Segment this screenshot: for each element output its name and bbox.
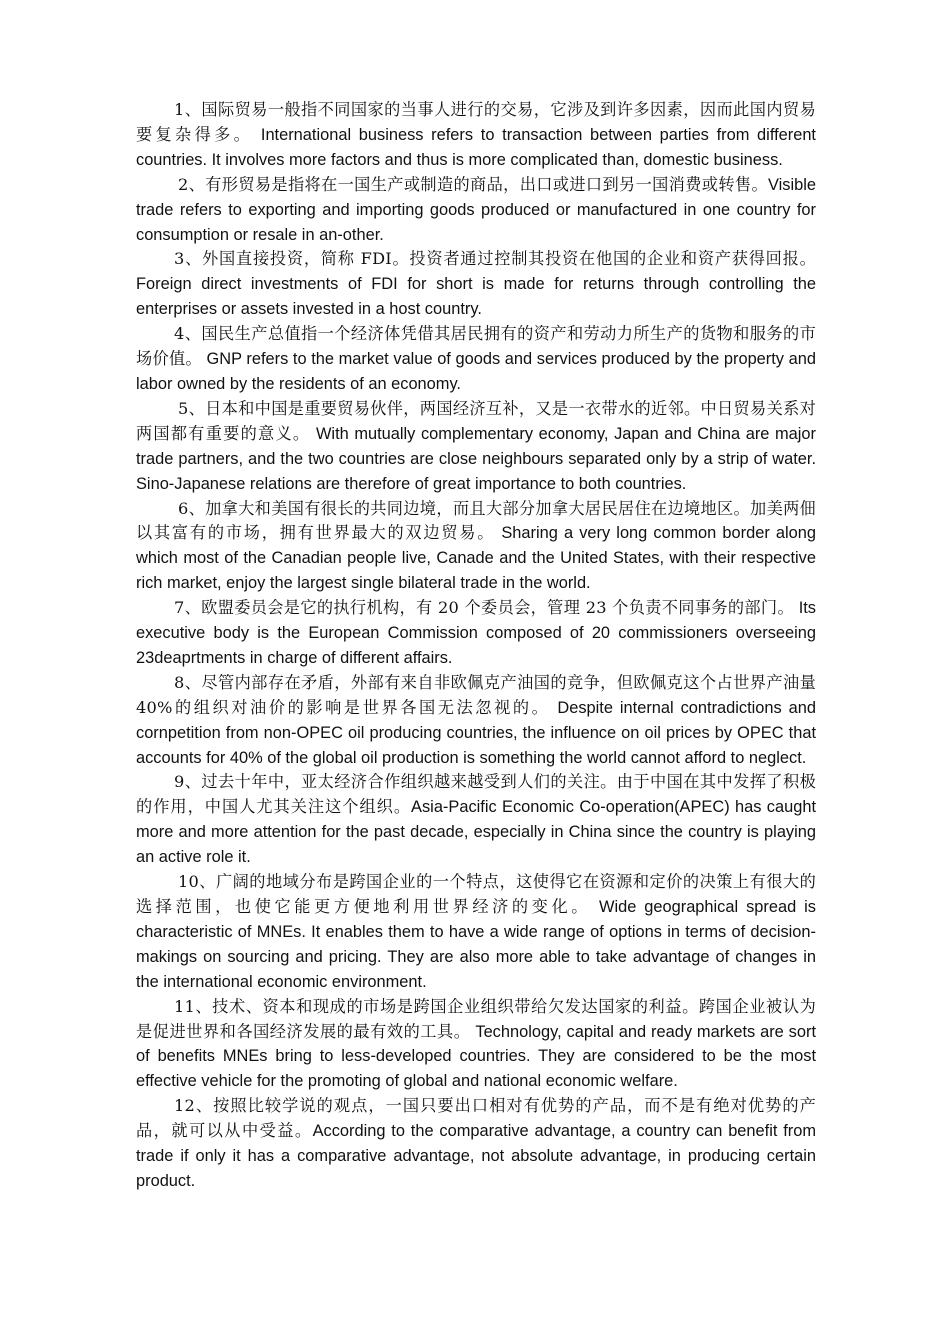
- paragraph-1-chinese: 1、国际贸易一般指不同国家的当事人进行的交易，它涉及到许多因素，因而此国内贸易要复杂得多。: [136, 100, 816, 144]
- paragraph-3: [136, 247, 816, 322]
- paragraph-4-chinese: 4、国民生产总值指一个经济体凭借其居民拥有的资产和劳动力所生产的货物和服务的市场价值。: [136, 324, 816, 369]
- paragraph-6-chinese: 6、加拿大和美国有很长的共同边境，而且大部分加拿大居民居住在边境地区。加美两佃以其富有的市场，拥有世界最大的双边贸易。: [136, 498, 816, 543]
- paragraph-7-english: Its executive body is the European Commission composed of 20 commissioners overseeing 23deaprtments in charge of different affairs.: [136, 599, 816, 667]
- paragraph-5: [136, 397, 816, 497]
- paragraph-11-chinese: 11、技术、资本和现成的市场是跨国企业组织带给欠发达国家的利益。跨国企业被认为是促进世界和各国经济发展的最有效的工具。: [136, 996, 816, 1041]
- paragraph-2-chinese: 2、有形贸易是指将在一国生产或制造的商品，出口或进口到另一国消费或转售。: [178, 174, 768, 194]
- paragraph-4: [136, 322, 816, 397]
- paragraph-2: [136, 173, 816, 248]
- paragraph-11-english: Technology, capital and ready markets are sort of benefits MNEs bring to less-developed countries. They are considered to be the most effective vehicle for the promoting of global and national economic welfare.: [136, 1022, 816, 1091]
- paragraph-10-chinese: 10、广阔的地域分布是跨国企业的一个特点，这使得它在资源和定价的决策上有很大的选择范围，也使它能更方便地利用世界经济的变化。: [136, 872, 816, 916]
- paragraph-12-english: According to the comparative advantage, a country can benefit from trade if only it has a comparative advantage, not absolute advantage, in producing certain product.: [136, 1122, 817, 1190]
- paragraph-2-english: Visible trade refers to exporting and importing goods produced or manufactured in one country for consumption or resale in an-other.: [136, 175, 816, 244]
- paragraph-9-english: Asia-Pacific Economic Co-operation(APEC) has caught more and more attention for the past decade, especially in China since the country is playing an active role it.: [136, 798, 817, 867]
- paragraph-10: [136, 870, 816, 995]
- paragraph-7: [136, 596, 816, 671]
- paragraph-7-chinese: 7、欧盟委员会是它的执行机构，有 20 个委员会，管理 23 个负责不同事务的部门。: [174, 598, 794, 618]
- paragraph-3-chinese: 3、外国直接投资，简称 FDI。投资者通过控制其投资在他国的企业和资产获得回报。: [174, 249, 816, 269]
- paragraph-8: [136, 671, 816, 771]
- paragraph-12-chinese: 12、按照比较学说的观点，一国只要出口相对有优势的产品，而不是有绝对优势的产品，就可以从中受益。: [136, 1096, 816, 1141]
- paragraph-10-english: Wide geographical spread is characteristic of MNEs. It enables them to have a wide range of options in terms of decision-makings on sourcing and pricing. They are also more able to take advantage of changes in the international economic environment.: [136, 898, 816, 991]
- paragraph-5-english: With mutually complementary economy, Japan and China are major trade partners, and the two countries are close neighbours separated only by a strip of water. Sino-Japanese relations are therefore of great importance to both countries.: [136, 424, 816, 493]
- paragraph-12: [136, 1094, 816, 1194]
- paragraph-5-chinese: 5、日本和中国是重要贸易伙伴，两国经济互补，又是一衣带水的近邻。中日贸易关系对两国都有重要的意义。: [136, 398, 816, 443]
- paragraph-3-english: Foreign direct investments of FDI for short is made for returns through controlling the enterprises or assets invested in a host country.: [136, 275, 816, 319]
- paragraph-1: [136, 98, 816, 173]
- paragraph-6: [136, 497, 816, 597]
- paragraph-8-chinese: 8、尽管内部存在矛盾，外部有来自非欧佩克产油国的竞争，但欧佩克这个占世界产油量 40%的组织对油价的影响是世界各国无法忽视的。: [136, 672, 816, 717]
- document-body: [136, 98, 816, 1194]
- paragraph-6-english: Sharing a very long common border along which most of the Canadian people live, Canade and the United States, with their respective rich market, enjoy the largest single bilateral trade in the world.: [136, 524, 817, 593]
- paragraph-1-english: International business refers to transaction between parties from different countries. It involves more factors and thus is more complicated than, domestic business.: [136, 125, 816, 169]
- paragraph-8-english: Despite internal contradictions and cornpetition from non-OPEC oil producing countries, the influence on oil prices by OPEC that accounts for 40% of the global oil production is something the world cannot afford to neglect.: [136, 698, 817, 767]
- paragraph-11: [136, 995, 816, 1095]
- paragraph-9-chinese: 9、过去十年中，亚太经济合作组织越来越受到人们的关注。由于中国在其中发挥了积极的作用，中国人尤其关注这个组织。: [136, 772, 816, 817]
- paragraph-4-english: GNP refers to the market value of goods and services produced by the property and labor owned by the residents of an economy.: [136, 350, 816, 393]
- paragraph-9: [136, 770, 816, 870]
